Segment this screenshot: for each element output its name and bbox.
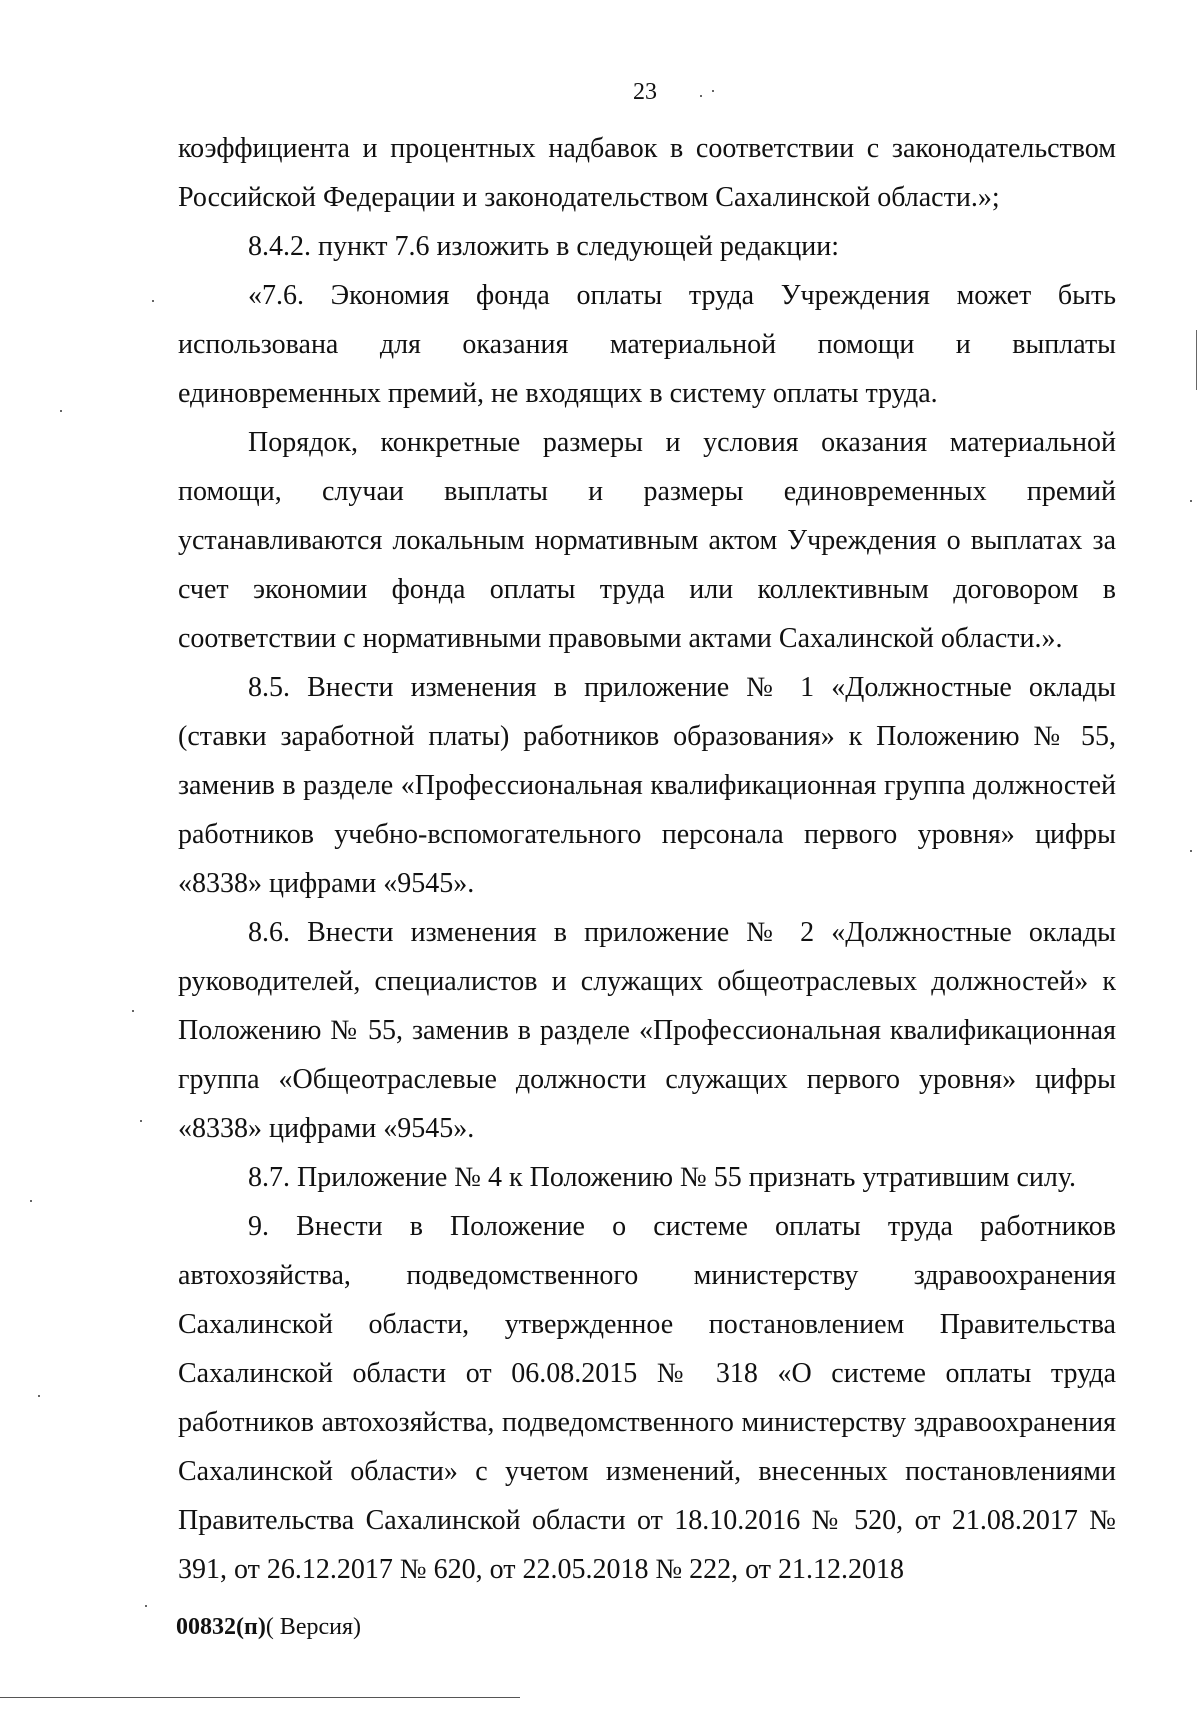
document-code — [176, 1612, 361, 1642]
scan-speck — [1190, 500, 1192, 502]
scan-edge-mark — [1196, 330, 1197, 390]
paragraph-8-4-2: 8.4.2. пункт 7.6 изложить в следующей редакции: — [248, 231, 839, 262]
document-body — [178, 124, 1116, 1594]
scan-speck — [152, 300, 154, 302]
document-code-number: 00832(п) — [176, 1614, 266, 1640]
document-version: ( Версия) — [265, 1614, 361, 1640]
scan-speck — [60, 410, 62, 412]
scan-speck — [1190, 850, 1192, 852]
scan-speck — [700, 95, 702, 97]
page-number: 23 — [633, 79, 657, 105]
scan-speck — [38, 1395, 40, 1397]
footer-divider — [0, 1697, 520, 1698]
paragraph-7-6: «7.6. Экономия фонда оплаты труда Учреждения может быть использована для оказания материальной помощи и выплаты единовременных премий, не входящих в систему оплаты труда. — [178, 280, 1116, 409]
paragraph-procedure: Порядок, конкретные размеры и условия оказания материальной помощи, случаи выплаты и размеры единовременных премий устанавливаются локальным нормативным актом Учреждения о выплатах за счет экономии фонда оплаты труда или коллективным договором в соответствии с нормативными правовыми актами Сахалинской области.». — [178, 427, 1116, 654]
paragraph-8-7: 8.7. Приложение № 4 к Положению № 55 признать утратившим силу. — [248, 1162, 1077, 1193]
scan-speck — [132, 1010, 134, 1012]
scan-speck — [30, 1200, 32, 1202]
paragraph-8-6: 8.6. Внести изменения в приложение № 2 «Должностные оклады руководителей, специалистов и служащих общеотраслевых должностей» к Положению № 55, заменив в разделе «Профессиональная квалификационная группа «Общеотраслевые должности служащих первого уровня» цифры «8338» цифрами «9545». — [178, 917, 1116, 1144]
scan-speck — [145, 1605, 147, 1607]
paragraph-9: 9. Внести в Положение о системе оплаты труда работников автохозяйства, подведомственного министерству здравоохранения Сахалинской области, утвержденное постановлением Правительства Сахалинской области от 06.08.2015 № 318 «О системе оплаты труда работников автохозяйства, подведомственного министерству здравоохранения Сахалинской области» с учетом изменений, внесенных постановлениями Правительства Сахалинской области от 18.10.2016 № 520, от 21.08.2017 № 391, от 26.12.2017 № 620, от 22.05.2018 № 222, от 21.12.2018 — [178, 1211, 1116, 1585]
scan-speck — [712, 90, 714, 92]
paragraph-8-5: 8.5. Внести изменения в приложение № 1 «Должностные оклады (ставки заработной платы) работников образования» к Положению № 55, заменив в разделе «Профессиональная квалификационная группа должностей работников учебно-вспомогательного персонала первого уровня» цифры «8338» цифрами «9545». — [178, 672, 1116, 899]
paragraph-continuation: коэффициента и процентных надбавок в соответствии с законодательством Российской Федерации и законодательством Сахалинской области.»; — [178, 133, 1116, 213]
scan-speck — [140, 1120, 142, 1122]
